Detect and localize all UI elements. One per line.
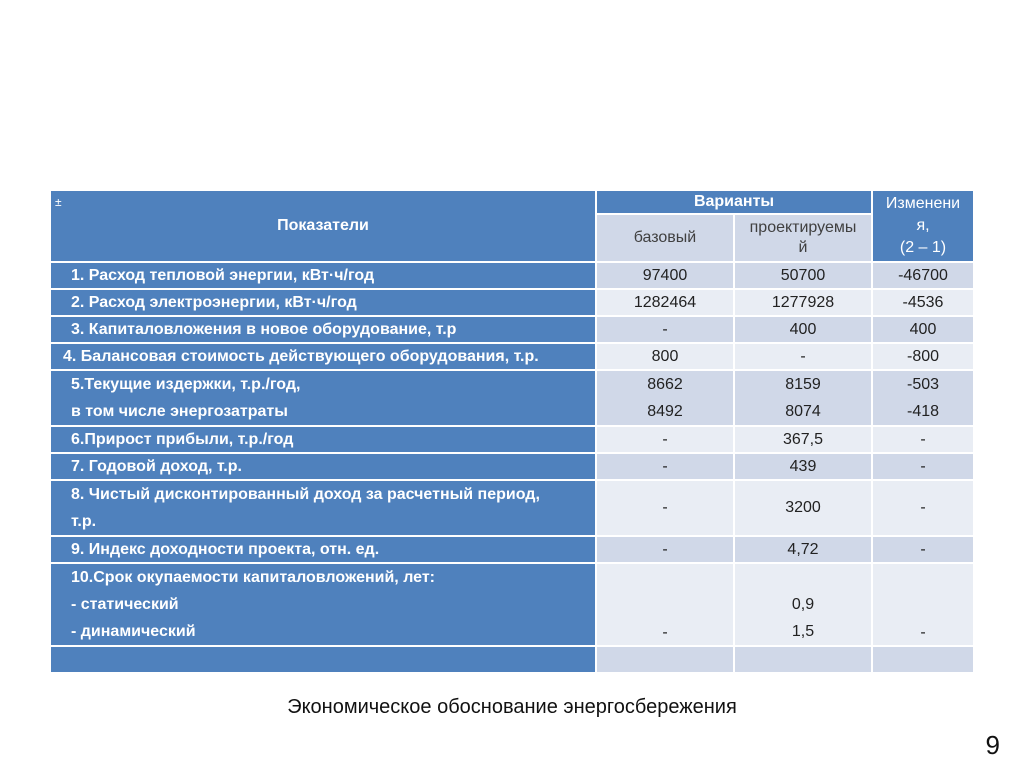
variants-header: Варианты xyxy=(596,190,872,214)
projected-value: 1277928 xyxy=(734,289,872,316)
table-row xyxy=(50,426,974,453)
table-row xyxy=(50,289,974,316)
changes-header: Изменени я, (2 – 1) xyxy=(872,190,974,262)
base-value: - xyxy=(596,453,734,480)
row-label: 6.Прирост прибыли, т.р./год xyxy=(50,426,596,453)
table-row xyxy=(50,316,974,343)
economics-table xyxy=(49,189,975,674)
change-value: -503 -418 xyxy=(872,370,974,426)
row-label: 10.Срок окупаемости капиталовложений, лет: - статический - динамический xyxy=(50,563,596,646)
row-label: 1. Расход тепловой энергии, кВт·ч/год xyxy=(50,262,596,289)
change-value: 400 xyxy=(872,316,974,343)
base-value: 1282464 xyxy=(596,289,734,316)
table-row xyxy=(50,563,974,646)
base-value: 97400 xyxy=(596,262,734,289)
projected-value: 0,9 1,5 xyxy=(734,563,872,646)
base-value: - xyxy=(596,426,734,453)
slide-caption: Экономическое обоснование энергосбережения xyxy=(287,696,737,718)
projected-value: 8159 8074 xyxy=(734,370,872,426)
change-value: - xyxy=(872,480,974,536)
projected-value: 50700 xyxy=(734,262,872,289)
base-value: - xyxy=(596,563,734,646)
projected-value: - xyxy=(734,343,872,370)
base-value: - xyxy=(596,480,734,536)
change-value: -4536 xyxy=(872,289,974,316)
change-value: - xyxy=(872,563,974,646)
base-value: 8662 8492 xyxy=(596,370,734,426)
page-number: 9 xyxy=(985,730,1000,760)
row-label: 9. Индекс доходности проекта, отн. ед. xyxy=(50,536,596,563)
indicators-header: ± Показатели xyxy=(50,190,596,262)
base-variant-header: базовый xyxy=(596,214,734,262)
base-value: - xyxy=(596,536,734,563)
row-label: 8. Чистый дисконтированный доход за расчетный период, т.р. xyxy=(50,480,596,536)
change-value: - xyxy=(872,453,974,480)
projected-value: 400 xyxy=(734,316,872,343)
change-value: -800 xyxy=(872,343,974,370)
table-row xyxy=(50,262,974,289)
table-row xyxy=(50,453,974,480)
projected-value: 439 xyxy=(734,453,872,480)
plus-minus-symbol: ± xyxy=(55,195,62,209)
base-value: - xyxy=(596,316,734,343)
change-value: - xyxy=(872,536,974,563)
row-label: 5.Текущие издержки, т.р./год, в том числе энергозатраты xyxy=(50,370,596,426)
row-label: 4. Балансовая стоимость действующего оборудования, т.р. xyxy=(50,343,596,370)
table-row xyxy=(50,536,974,563)
table-row xyxy=(50,343,974,370)
projected-value: 367,5 xyxy=(734,426,872,453)
row-label: 3. Капиталовложения в новое оборудование, т.р xyxy=(50,316,596,343)
change-value: - xyxy=(872,426,974,453)
row-label: 7. Годовой доход, т.р. xyxy=(50,453,596,480)
projected-value: 4,72 xyxy=(734,536,872,563)
table-row-empty xyxy=(50,646,974,673)
table-row xyxy=(50,480,974,536)
projected-value: 3200 xyxy=(734,480,872,536)
projected-variant-header: проектируемы й xyxy=(734,214,872,262)
table-row xyxy=(50,370,974,426)
row-label: 2. Расход электроэнергии, кВт·ч/год xyxy=(50,289,596,316)
change-value: -46700 xyxy=(872,262,974,289)
base-value: 800 xyxy=(596,343,734,370)
